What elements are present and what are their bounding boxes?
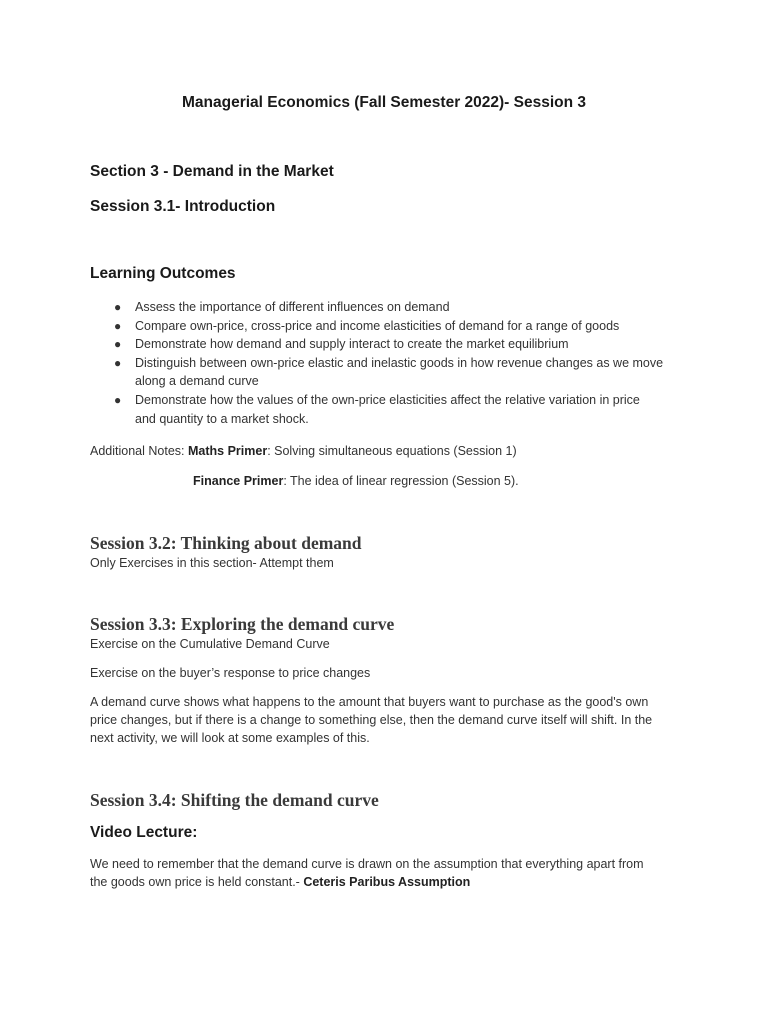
session-3-1-heading: Session 3.1- Introduction [90, 198, 276, 215]
list-item: ● Demonstrate how demand and supply interact to create the market equilibrium [90, 335, 690, 354]
session-3-2-heading: Session 3.2: Thinking about demand [90, 533, 362, 553]
bullet-icon: ● [114, 300, 122, 314]
finance-primer-label: Finance Primer [193, 474, 284, 488]
maths-primer-label: Maths Primer [187, 444, 268, 458]
demand-curve-paragraph: A demand curve shows what happens to the amount that buyers want to purchase as the good's own price changes, but if there is a change to something else, then the demand curve itself will shift. In the next activity, we will look at some examples of this. [90, 695, 653, 745]
document-title: Managerial Economics (Fall Semester 2022)- Session 3 [181, 94, 587, 111]
video-lecture-heading: Video Lecture: [90, 824, 198, 841]
bullet-icon: ● [114, 318, 122, 333]
list-item: ● Demonstrate how the values of the own-price elasticities affect the relative variation in price and quantity to a market shock. [114, 392, 640, 426]
bullet-icon: ● [114, 392, 122, 407]
session-3-2-text: Only Exercises in this section- Attempt them [90, 556, 334, 570]
ceteris-paribus-label: Ceteris Paribus Assumption [303, 875, 471, 889]
additional-notes-label: Additional Notes: [90, 444, 188, 458]
bullet-icon: ● [114, 337, 122, 352]
session-3-4-heading: Session 3.4: Shifting the demand curve [90, 790, 379, 810]
list-item: ● Assess the importance of different influences on demand [90, 298, 690, 317]
additional-notes-finance [193, 472, 519, 490]
bullet-icon: ● [114, 355, 122, 370]
learning-outcomes-heading: Learning Outcomes [90, 265, 236, 282]
maths-primer-text: : Solving simultaneous equations (Session 1) [267, 444, 517, 458]
list-item: ● Compare own-price, cross-price and income elasticities of demand for a range of goods [90, 317, 690, 336]
list-item: ● Distinguish between own-price elastic and inelastic goods in how revenue changes as we move along a demand curve [114, 355, 664, 389]
additional-notes-maths [90, 442, 517, 460]
exercise-buyer-response: Exercise on the buyer’s response to price changes [90, 666, 371, 680]
ceteris-paribus-paragraph: We need to remember that the demand curve is drawn on the assumption that everything apart from the goods own price is held constant.- Ceteris Paribus Assumption [90, 857, 644, 889]
section-heading: Section 3 - Demand in the Market [90, 163, 334, 180]
session-3-3-heading: Session 3.3: Exploring the demand curve [90, 614, 395, 634]
exercise-cumulative-demand: Exercise on the Cumulative Demand Curve [90, 637, 330, 651]
learning-outcomes-list [90, 298, 690, 428]
finance-primer-text: : The idea of linear regression (Session 5). [283, 474, 519, 488]
